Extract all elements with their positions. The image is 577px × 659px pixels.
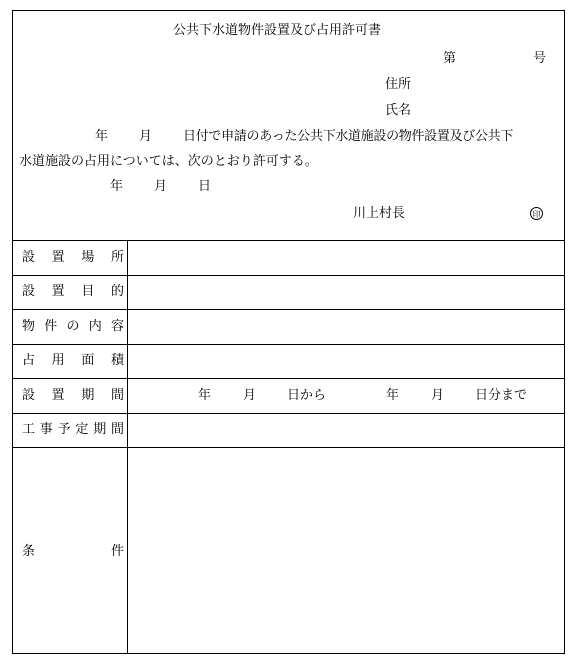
name-label: 氏名 — [385, 103, 412, 118]
row-divider — [13, 275, 564, 276]
column-divider — [127, 240, 128, 653]
seal-icon — [530, 206, 543, 222]
row-divider — [13, 309, 564, 310]
label-occupied-area: 占 用 面 積 — [22, 353, 124, 368]
row-divider — [13, 378, 564, 379]
label-installation-period: 設 置 期 間 — [22, 388, 124, 403]
row-divider — [13, 344, 564, 345]
issue-day: 日 — [198, 179, 212, 194]
body-line-1: 日付で申請のあった公共下水道施設の物件設置及び公共下 — [183, 129, 514, 144]
label-conditions: 条 件 — [22, 544, 124, 559]
number-dai: 第 — [443, 51, 457, 66]
apply-year: 年 — [95, 129, 109, 144]
period-to-day: 日分まで — [475, 388, 528, 403]
form-title: 公共下水道物件設置及び占用許可書 — [173, 23, 382, 38]
label-object-contents: 物 件 の 内 容 — [22, 319, 124, 334]
seal-mark: 印 — [530, 207, 543, 220]
number-go: 号 — [533, 51, 547, 66]
address-label: 住所 — [385, 77, 412, 92]
label-construction-period: 工 事 予 定 期 間 — [22, 422, 124, 437]
label-installation-purpose: 設 置 目 的 — [22, 284, 124, 299]
apply-month: 月 — [139, 129, 153, 144]
label-installation-location: 設 置 場 所 — [22, 250, 124, 265]
permit-form — [12, 10, 565, 654]
period-to-year: 年 — [386, 388, 400, 403]
period-to-month: 月 — [431, 388, 445, 403]
table-top-border — [13, 240, 564, 241]
body-line-2: 水道施設の占用については、次のとおり許可する。 — [19, 154, 318, 169]
row-divider — [13, 447, 564, 448]
period-from-month: 月 — [243, 388, 257, 403]
period-from-day: 日から — [287, 388, 327, 403]
issue-month: 月 — [154, 179, 168, 194]
issue-year: 年 — [110, 179, 124, 194]
row-divider — [13, 413, 564, 414]
period-from-year: 年 — [198, 388, 212, 403]
issuer-name: 川上村長 — [353, 206, 406, 221]
